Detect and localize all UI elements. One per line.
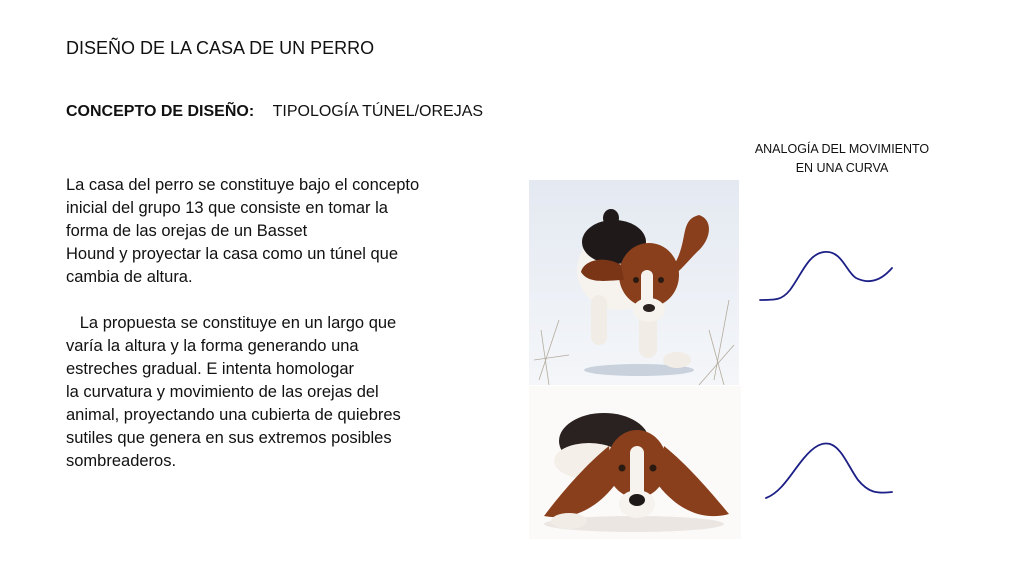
body-line: animal, proyectando una cubierta de quiebres — [66, 406, 401, 424]
body-line: estreches gradual. E intenta homologar — [66, 360, 355, 378]
body-text — [66, 174, 486, 473]
page-title: DISEÑO DE LA CASA DE UN PERRO — [66, 38, 375, 58]
analogy-line-1: ANALOGÍA DEL MOVIMIENTO — [754, 142, 930, 156]
curve-analogy-1 — [756, 240, 900, 312]
running-basset-hound-photo — [529, 180, 739, 385]
curve-line-2 — [766, 444, 892, 498]
paragraph-gap — [66, 289, 486, 312]
analogy-caption — [742, 140, 942, 178]
body-line: forma de las orejas de un Basset — [66, 222, 308, 240]
concept-label: CONCEPTO DE DISEÑO: — [66, 103, 255, 120]
analogy-line-2: EN UNA CURVA — [795, 161, 889, 175]
lying-basset-hound-photo — [529, 386, 741, 539]
body-line: inicial del grupo 13 que consiste en tomar la — [66, 199, 388, 217]
concept-value: TIPOLOGÍA TÚNEL/OREJAS — [272, 103, 484, 120]
body-line: Hound y proyectar la casa como un túnel que — [66, 245, 399, 263]
concept-line — [66, 103, 483, 121]
curve-line-1 — [760, 252, 892, 300]
body-line: la curvatura y movimiento de las orejas del — [66, 383, 379, 401]
body-line: La propuesta se constituye en un largo que — [66, 314, 397, 332]
body-line: varía la altura y la forma generando una — [66, 337, 359, 355]
body-line: La casa del perro se constituye bajo el concepto — [66, 176, 420, 194]
body-line: cambia de altura. — [66, 268, 193, 286]
curve-analogy-2 — [762, 432, 898, 508]
body-line: sutiles que genera en sus extremos posibles — [66, 429, 392, 447]
body-line: sombreaderos. — [66, 452, 177, 470]
